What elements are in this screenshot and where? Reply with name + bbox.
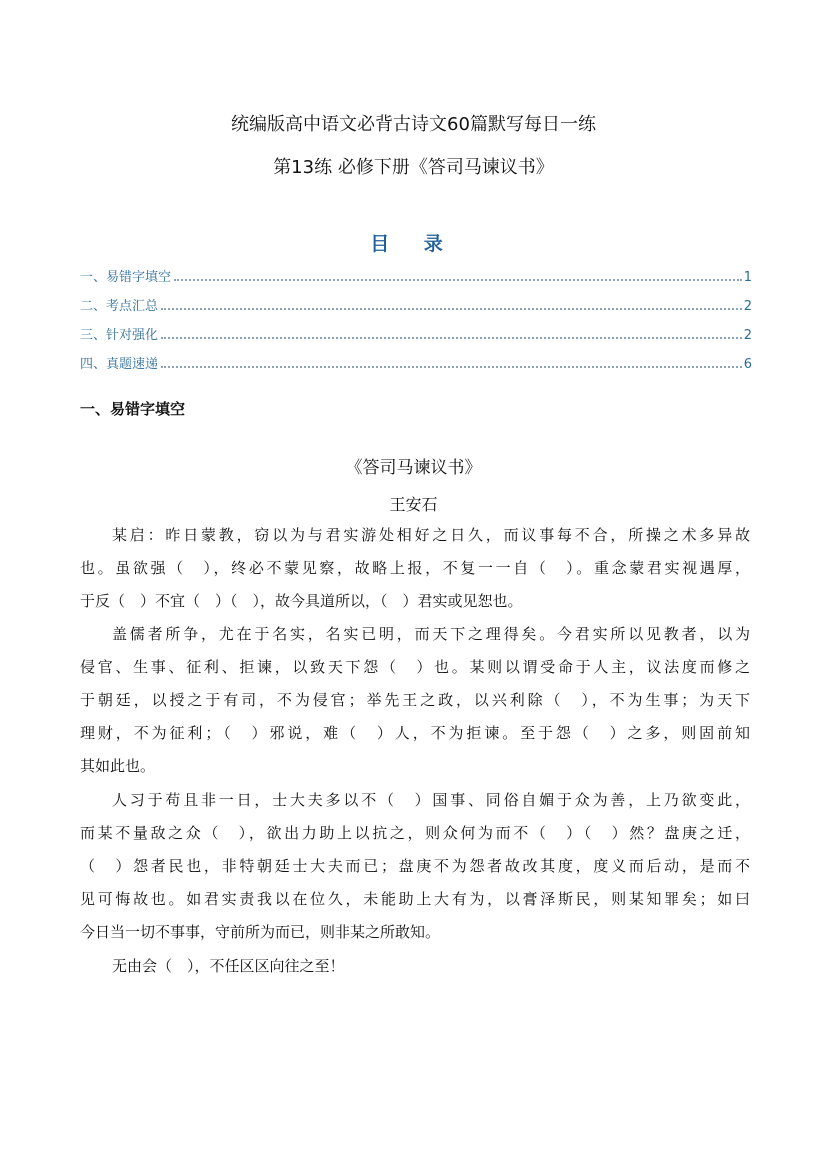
toc-leader-dots: [161, 337, 742, 339]
text-line: 于朝廷，以授之于有司，不为侵官；举先王之政，以兴利除（ ），不为生事；为天下: [80, 691, 750, 709]
document-title: 统编版高中语文必背古诗文60篇默写每日一练: [231, 114, 596, 135]
text-line: 于反（ ）不宜（ ）（ ），故今具道所以，（ ）君实或见恕也。: [80, 592, 523, 610]
toc-item[interactable]: [80, 265, 752, 285]
text-line: 人习于苟且非一日，士大夫多以不（ ）国事、同俗自媚于众为善，上乃欲变此，: [112, 791, 750, 809]
article-title: 《答司马谏议书》: [345, 458, 482, 478]
toc-item-page: 2: [743, 299, 752, 314]
text-line: 也。虽欲强（ ），终必不蒙见察，故略上报，不复一一自（ ）。重念蒙君实视遇厚，: [80, 559, 750, 577]
text-line: 其如此也。: [80, 757, 156, 775]
text-line: 见可悔故也。如君实责我以在位久，未能助上大有为，以膏泽斯民，则某知罪矣；如曰: [80, 890, 750, 908]
toc-item-label[interactable]: 一、易错字填空: [80, 270, 172, 285]
document-subtitle: 第13练 必修下册《答司马谏议书》: [273, 157, 554, 178]
toc-title: 目 录: [370, 233, 457, 255]
text-line: 今日当一切不事事，守前所为而已，则非某之所敢知。: [80, 923, 441, 941]
toc-item[interactable]: [80, 294, 752, 314]
toc-item-page: 6: [743, 357, 752, 372]
text-line: 盖儒者所争，尤在于名实，名实已明，而天下之理得矣。今君实所以见教者，以为: [112, 625, 750, 643]
article-author: 王安石: [389, 495, 438, 514]
toc-item[interactable]: [80, 323, 752, 343]
section-heading: 一、易错字填空: [80, 400, 186, 418]
toc-item-label[interactable]: 三、针对强化: [80, 328, 159, 343]
text-line: 侵官、生事、征利、拒谏，以致天下怨（ ）也。某则以谓受命于人主，议法度而修之: [80, 658, 750, 676]
toc-item-page: 1: [743, 270, 752, 285]
toc-item-label[interactable]: 四、真题速递: [80, 357, 159, 372]
toc-item-page: 2: [743, 328, 752, 343]
text-line: 无由会（ ），不任区区向往之至！: [112, 957, 345, 975]
toc-leader-dots: [161, 308, 742, 310]
toc-item-label[interactable]: 二、考点汇总: [80, 299, 159, 314]
text-line: 理财，不为征利；（ ）邪说，难（ ）人，不为拒谏。至于怨（ ）之多，则固前知: [80, 724, 750, 742]
toc-leader-dots: [174, 279, 742, 281]
text-line: 某启：昨日蒙教，窃以为与君实游处相好之日久，而议事每不合，所操之术多异故: [112, 526, 750, 544]
toc-leader-dots: [161, 366, 742, 368]
toc-item[interactable]: [80, 352, 752, 372]
text-line: （ ）怨者民也，非特朝廷士大夫而已；盘庚不为怨者故改其度，度义而后动，是而不: [80, 857, 750, 875]
text-line: 而某不量敌之众（ ），欲出力助上以抗之，则众何为而不（ ）（ ）然？盘庚之迁，: [80, 824, 750, 842]
